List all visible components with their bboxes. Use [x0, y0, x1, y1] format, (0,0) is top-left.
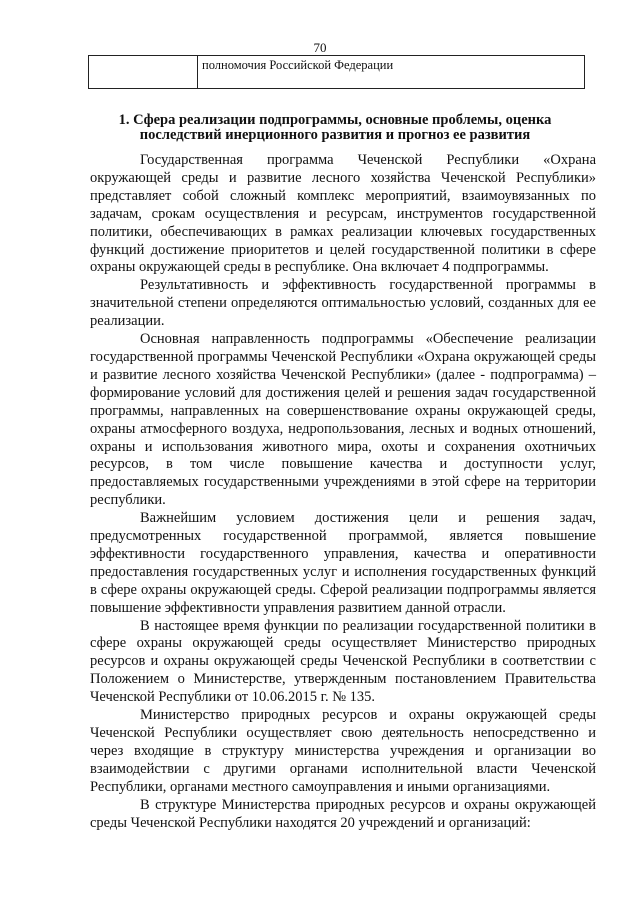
paragraph-effectiveness: Результативность и эффективность государственной программы в значительной степени определяются оптимальностью условий, созданных для ее реализации. — [90, 277, 596, 330]
table-cell-label: полномочия Российской Федерации — [202, 58, 394, 72]
body-text — [90, 152, 596, 832]
paragraph-ministry-functions: В настоящее время функции по реализации государственной политики в сфере охраны окружающей среды осуществляет Министерство природных ресурсов и охраны окружающей среды Чеченской Республики в соответствии с Положением о Министерстве, утвержденным постановлением Правительства Чеченской Республики от 10.06.2015 г. № 135. — [90, 617, 596, 706]
continuation-table-row — [88, 55, 585, 89]
section-heading-line-1: 1. Сфера реализации подпрограммы, основные проблемы, оценка — [118, 112, 552, 128]
section-heading — [95, 113, 575, 143]
paragraph-ministry-activity: Министерство природных ресурсов и охраны окружающей среды Чеченской Республики осуществляет свою деятельность непосредственно и через входящие в структуру министерства учреждения и организации во взаимодействии с другими органами исполнительной власти Чеченской Республики, органами местного самоуправления и иными организациями. — [90, 707, 596, 795]
table-cell-empty — [89, 56, 198, 88]
paragraph-key-condition: Важнейшим условием достижения цели и решения задач, предусмотренных государственной программой, является повышение эффективности государственного управления, качества и оперативности предоставления государственных услуг и исполнения государственных функций в сфере охраны окружающей среды. Сферой реализации подпрограммы является повышение эффективности управления развитием данной отрасли. — [90, 510, 596, 616]
page-number: 70 — [313, 40, 327, 55]
paragraph-ministry-structure: В структуре Министерства природных ресурсов и охраны окружающей среды Чеченской Республики находятся 20 учреждений и организаций: — [90, 796, 596, 831]
paragraph-subprogram-direction: Основная направленность подпрограммы «Обеспечение реализации государственной программы Чеченской Республики «Охрана окружающей среды и развитие лесного хозяйства Чеченской Республики» (далее - подпрограмма) – формирование условий для достижения целей и решения задач государственной программы, направленных на совершенствование охраны окружающей среды, охраны атмосферного воздуха, недропользования, лесных и водных отношений, охраны и использования животного мира, охоты и сохранения охотничьих ресурсов, в том числе повышение качества и доступности услуг, предоставляемых государственными учреждениями в этой сфере на территории республики. — [90, 331, 596, 509]
section-heading-line-2: последствий инерционного развития и прогноз ее развития — [139, 127, 531, 143]
table-cell-text — [198, 56, 584, 88]
paragraph-program-description: Государственная программа Чеченской Республики «Охрана окружающей среды и развитие лесного хозяйства Чеченской Республики» представляет собой сложный комплекс мероприятий, взаимоувязанных по задачам, срокам осуществления и ресурсам, инструментов государственной политики, обеспечивающих в рамках реализации ключевых государственных функций достижение приоритетов и целей государственной политики в сфере охраны окружающей среды в республике. Она включает 4 подпрограммы. — [90, 152, 596, 276]
